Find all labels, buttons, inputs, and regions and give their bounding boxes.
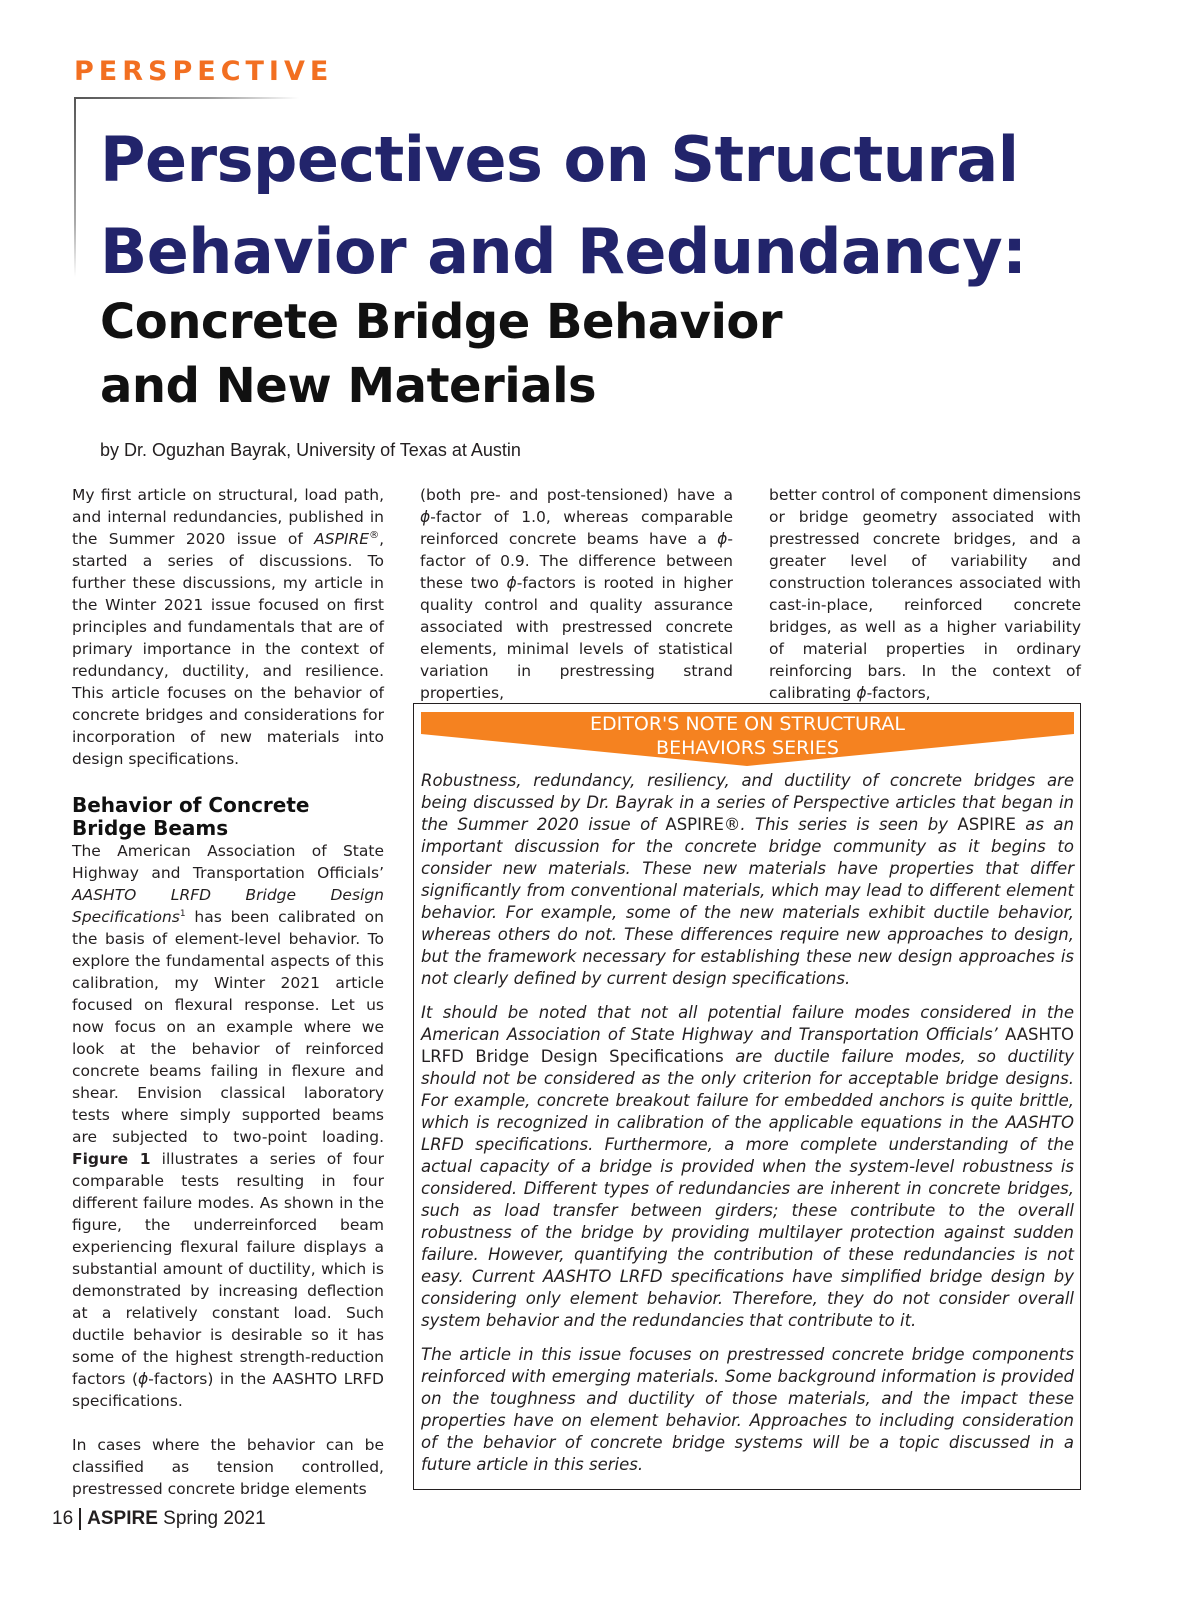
header-rule-horizontal [74, 97, 299, 99]
subtitle-line-1: Concrete Bridge Behavior [100, 294, 783, 350]
body-paragraph-1: The American Association of State Highway and Transportation Officials’ AASHTO LRFD Bridge Design Specifications$^1$ has been calibrated on the basis of element-level behavior. To explore the fundamental aspects of this calibration, my Winter 2021 article focused on flexural response. Let us now focus on an example where we look at the behavior of reinforced concrete beams failing in flexure and shear. Envision classical laboratory tests where simply supported beams are subjected to two-point loading. Figure 1 illustrates a series of four comparable tests resulting in four different failure modes. As shown in the figure, the underreinforced beam experiencing flexural failure displays a substantial amount of ductility, which is demonstrated by increasing deflection at a relatively constant load. Such ductile behavior is desirable so it has some of the highest strength-reduction factors (ϕ-factors) in the AASHTO LRFD specifications. [72, 842, 384, 1410]
title-line-1: Perspectives on Structural [100, 123, 1019, 196]
editor-note-banner [421, 712, 1074, 764]
column-1 [72, 484, 384, 1500]
subtitle-line-2: and New Materials [100, 358, 597, 414]
editor-note-paragraph-3: The article in this issue focuses on prestressed concrete bridge components reinforced with emerging materials. Some background information is provided on the toughness and ductility of those materials, and the impact these properties have on element behavior. Approaches to including consideration of the behavior of concrete bridge systems will be a topic discussed in a future article in this series. [421, 1345, 1074, 1474]
banner-title-line-1: EDITOR'S NOTE ON STRUCTURAL [590, 713, 905, 735]
column-2-paragraph: (both pre- and post-tensioned) have a ϕ-factor of 1.0, whereas comparable reinforced concrete beams have a ϕ-factor of 0.9. The difference between these two ϕ-factors is rooted in higher quality control and quality assurance associated with prestressed concrete elements, minimal levels of statistical variation in prestressing strand properties, [420, 486, 733, 702]
editor-note-body [421, 770, 1074, 1488]
issue-label: Spring 2021 [163, 1508, 266, 1529]
column-3 [769, 484, 1081, 704]
page-footer [52, 1508, 266, 1530]
header-rule-vertical [74, 97, 76, 277]
page-number: 16 [52, 1508, 81, 1530]
banner-title-line-2: BEHAVIORS SERIES [656, 737, 839, 759]
section-label: PERSPECTIVE [74, 56, 334, 87]
section-heading: Behavior of Concrete Bridge Beams [72, 793, 310, 840]
byline: by Dr. Oguzhan Bayrak, University of Texas at Austin [100, 440, 521, 460]
title-line-2: Behavior and Redundancy: [100, 215, 1027, 288]
figure-1-reference: Figure 1 [72, 1150, 151, 1168]
intro-paragraph: My first article on structural, load path, and internal redundancies, published in the Summer 2020 issue of ASPIRE®, started a series of discussions. To further these discussions, my article in the Winter 2021 issue focused on first principles and fundamentals that are of primary importance in the context of redundancy, ductility, and resilience. This article focuses on the behavior of concrete bridges and considerations for incorporation of new materials into design specifications. [72, 486, 384, 768]
column-3-paragraph: better control of component dimensions or bridge geometry associated with prestressed concrete bridges, and a greater level of variability and construction tolerances associated with cast-in-place, reinforced concrete bridges, as well as a higher variability of material properties in ordinary reinforcing bars. In the context of calibrating ϕ-factors, [769, 486, 1081, 702]
article-title [100, 114, 1100, 298]
editor-note-paragraph-2: It should be noted that not all potential failure modes considered in the American Association of State Highway and Transportation Officials’ AASHTO LRFD Bridge Design Specifications are ductile failure modes, so ductility should not be considered as the only criterion for acceptable bridge designs. For example, concrete breakout failure for embedded anchors is quite brittle, which is recognized in calibration of the applicable equations in the AASHTO LRFD specifications. Furthermore, a more complete understanding of the actual capacity of a bridge is provided when the system-level robustness is considered. Different types of redundancies are inherent in concrete bridges, such as load transfer between girders; these contribute to the overall robustness of the bridge by providing multilayer protection against sudden failure. However, quantifying the contribution of these redundancies is not easy. Current AASHTO LRFD specifications have simplified bridge design by considering only element behavior. Therefore, they do not consider overall system behavior and the redundancies that contribute to it. [421, 1003, 1074, 1330]
article-subtitle [100, 290, 1100, 418]
banner-title [421, 712, 1074, 760]
body-paragraph-2: In cases where the behavior can be classified as tension controlled, prestressed concrete bridge elements [72, 1436, 384, 1498]
magazine-name: ASPIRE [87, 1508, 158, 1529]
column-2 [420, 484, 733, 704]
editor-note-paragraph-1: Robustness, redundancy, resiliency, and ductility of concrete bridges are being discussed by Dr. Bayrak in a series of Perspective articles that began in the Summer 2020 issue of ASPIRE®. This series is seen by ASPIRE as an important discussion for the concrete bridge community as it begins to consider new materials. These new materials have properties that differ significantly from conventional materials, which may lead to different element behavior. For example, some of the new materials exhibit ductile behavior, whereas others do not. These differences require new approaches to design, but the framework necessary for establishing these new design approaches is not clearly defined by current design specifications. [421, 771, 1074, 988]
